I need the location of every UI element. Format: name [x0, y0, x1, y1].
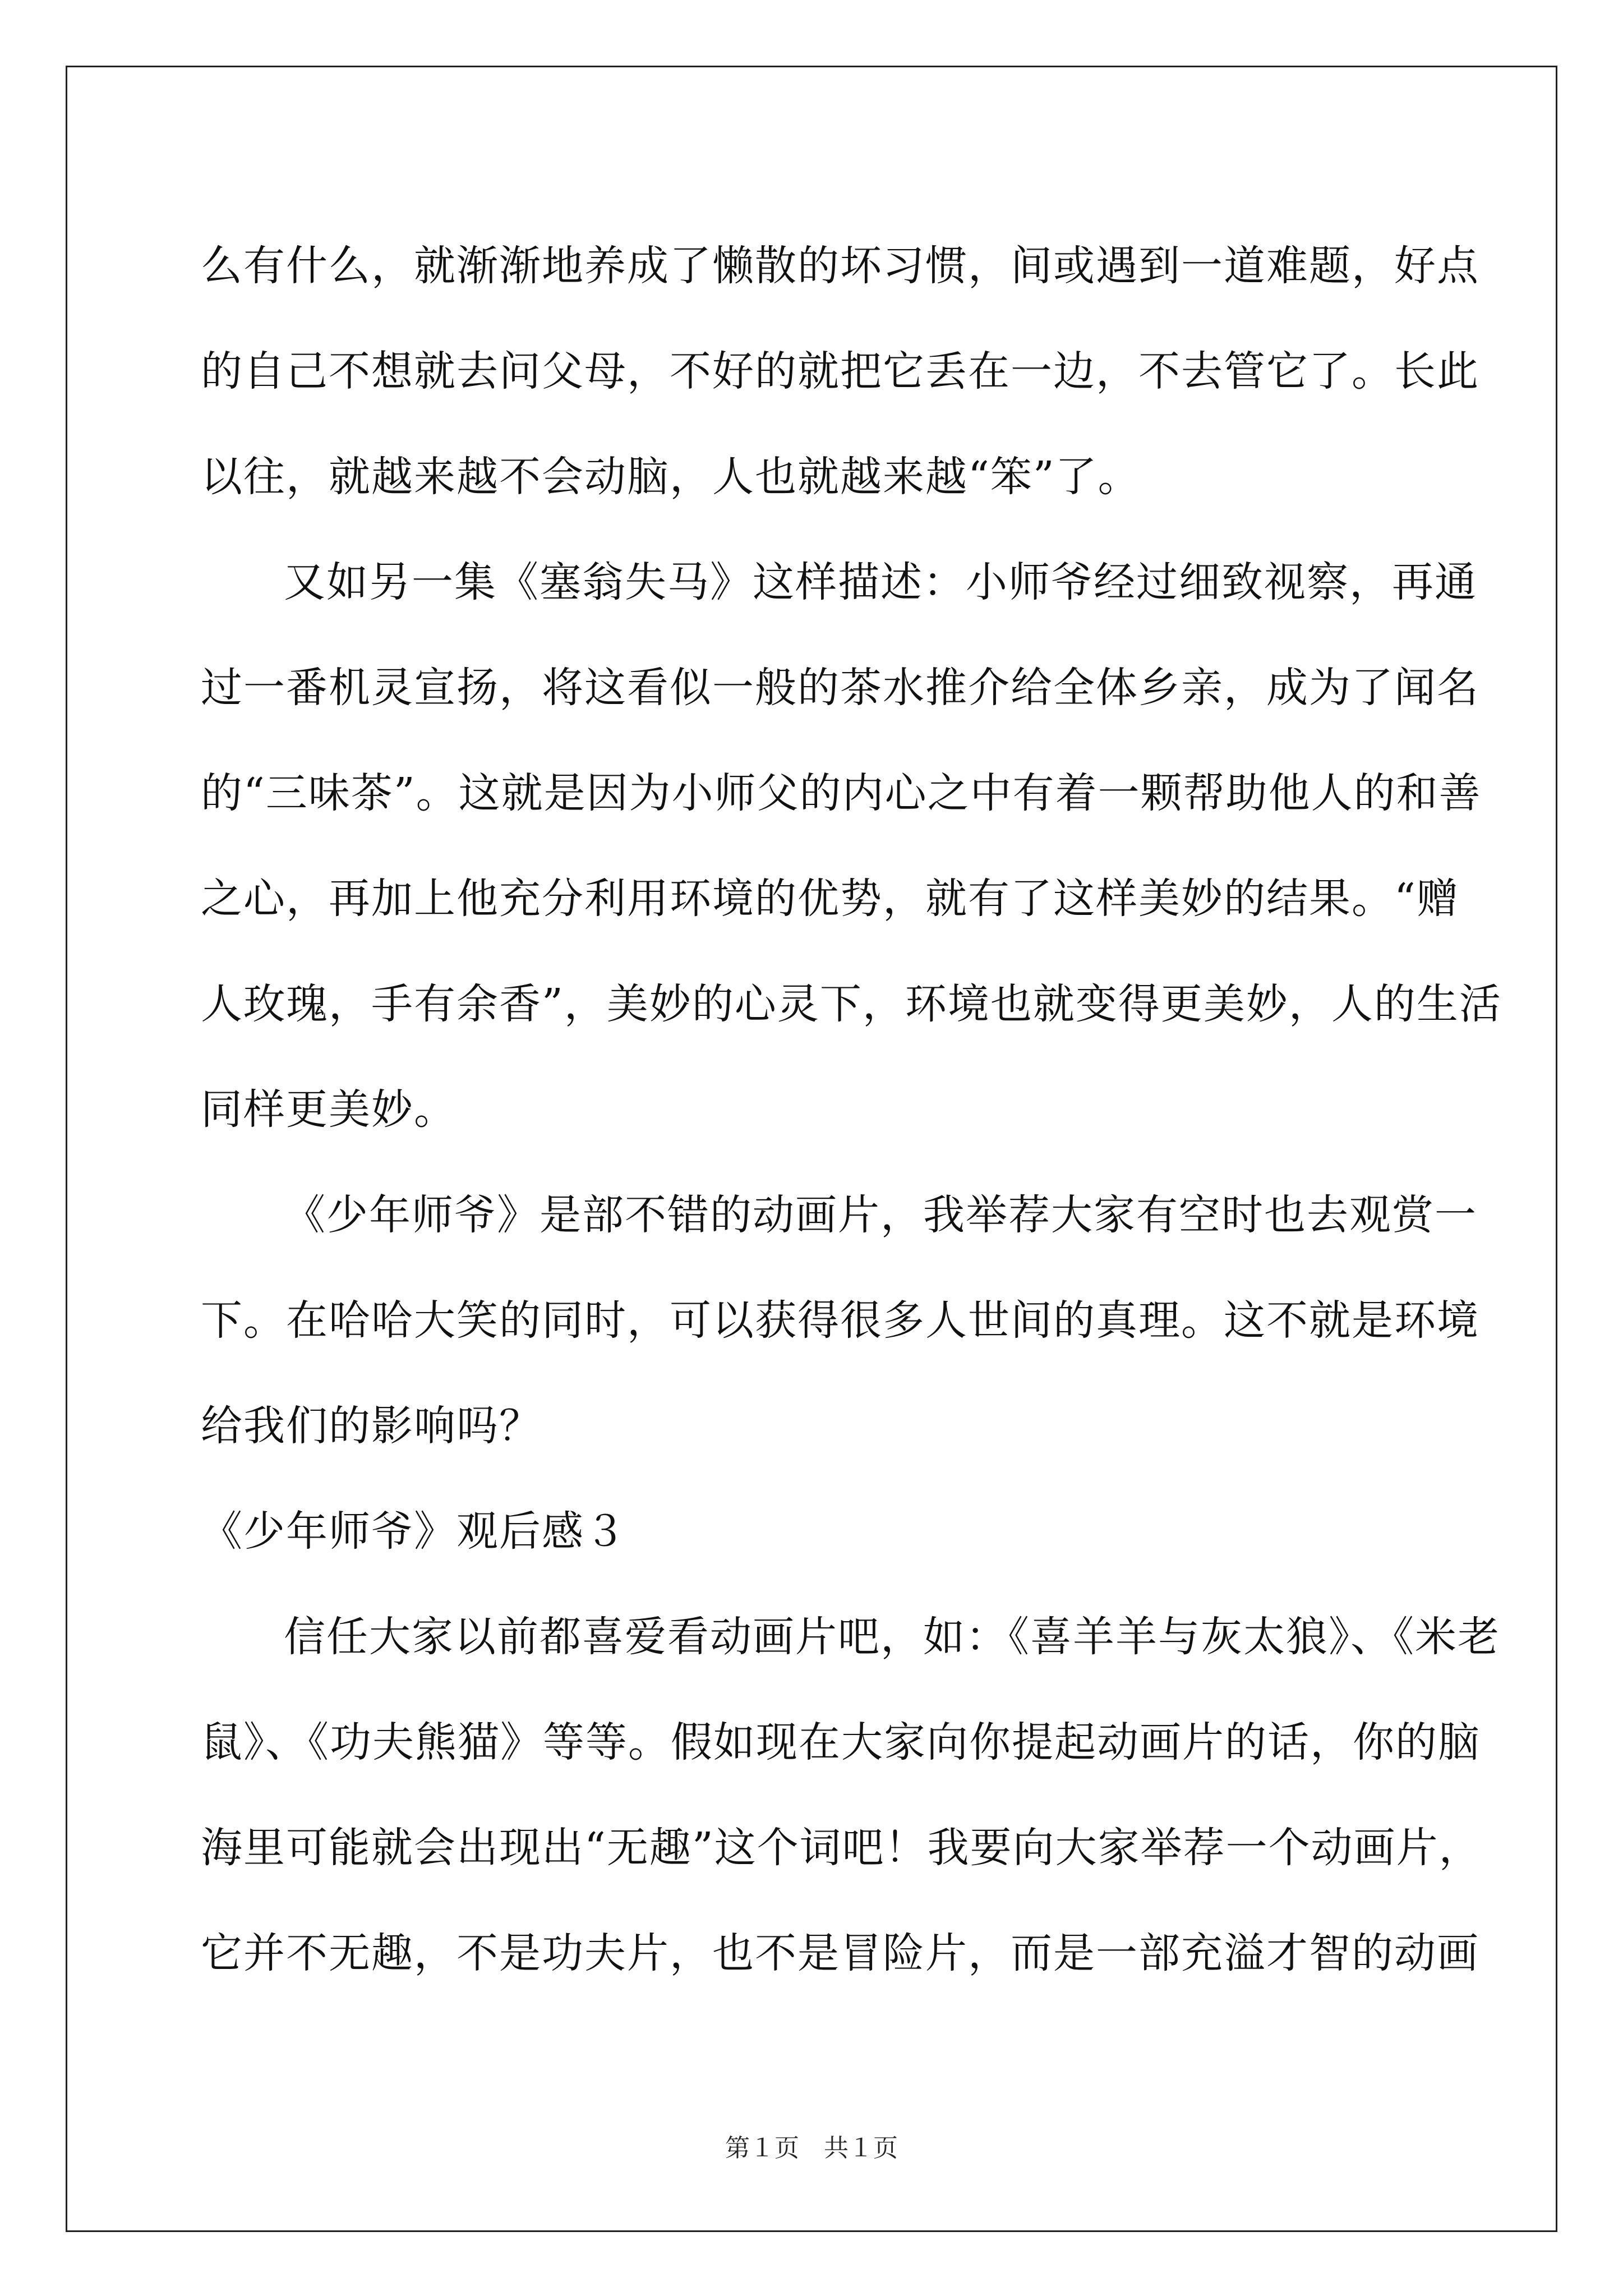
text-line: 以往，就越来越不会动脑，人也就越来越“笨”了。	[201, 453, 1141, 501]
text-line: 鼠》、《功夫熊猫》等等。假如现在大家向你提起动画片的话，你的脑	[201, 1718, 1481, 1766]
paragraph-start-line: 《少年师爷》是部不错的动画片，我举荐大家有空时也去观赏一	[284, 1191, 1477, 1239]
text-line: 海里可能就会出现出“无趣”这个词吧！我要向大家举荐一个动画片，	[201, 1824, 1482, 1872]
text-line: 过一番机灵宣扬，将这看似一般的茶水推介给全体乡亲，成为了闻名	[201, 664, 1479, 712]
section-heading: 《少年师爷》观后感３	[201, 1507, 627, 1556]
text-line: 的“三味茶”。这就是因为小师父的内心之中有着一颗帮助他人的和善	[201, 769, 1482, 817]
page-footer: 第１页 共１页	[725, 2134, 898, 2162]
paragraph-start-line: 又如另一集《塞翁失马》这样描述：小师爷经过细致视察，再通	[284, 558, 1477, 606]
text-line: 之心，再加上他充分利用环境的优势，就有了这样美妙的结果。“赠	[201, 875, 1459, 923]
text-line: 么有什么，就渐渐地养成了懒散的坏习惯，间或遇到一道难题，好点	[201, 242, 1479, 290]
text-line: 人玫瑰，手有余香”，美妙的心灵下，环境也就变得更美妙，人的生活	[201, 980, 1502, 1028]
paragraph-start-line: 信任大家以前都喜爱看动画片吧，如：《喜羊羊与灰太狼》、《米老	[284, 1613, 1500, 1661]
document-body	[201, 213, 1502, 2006]
text-line: 同样更美妙。	[201, 1085, 457, 1134]
text-line: 给我们的影响吗？	[201, 1402, 542, 1450]
text-line: 的自己不想就去问父母，不好的就把它丢在一边，不去管它了。长此	[201, 347, 1479, 395]
text-line: 它并不无趣，不是功夫片，也不是冒险片，而是一部充溢才智的动画	[201, 1929, 1479, 1977]
text-line: 下。在哈哈大笑的同时，可以获得很多人世间的真理。这不就是环境	[201, 1296, 1479, 1345]
